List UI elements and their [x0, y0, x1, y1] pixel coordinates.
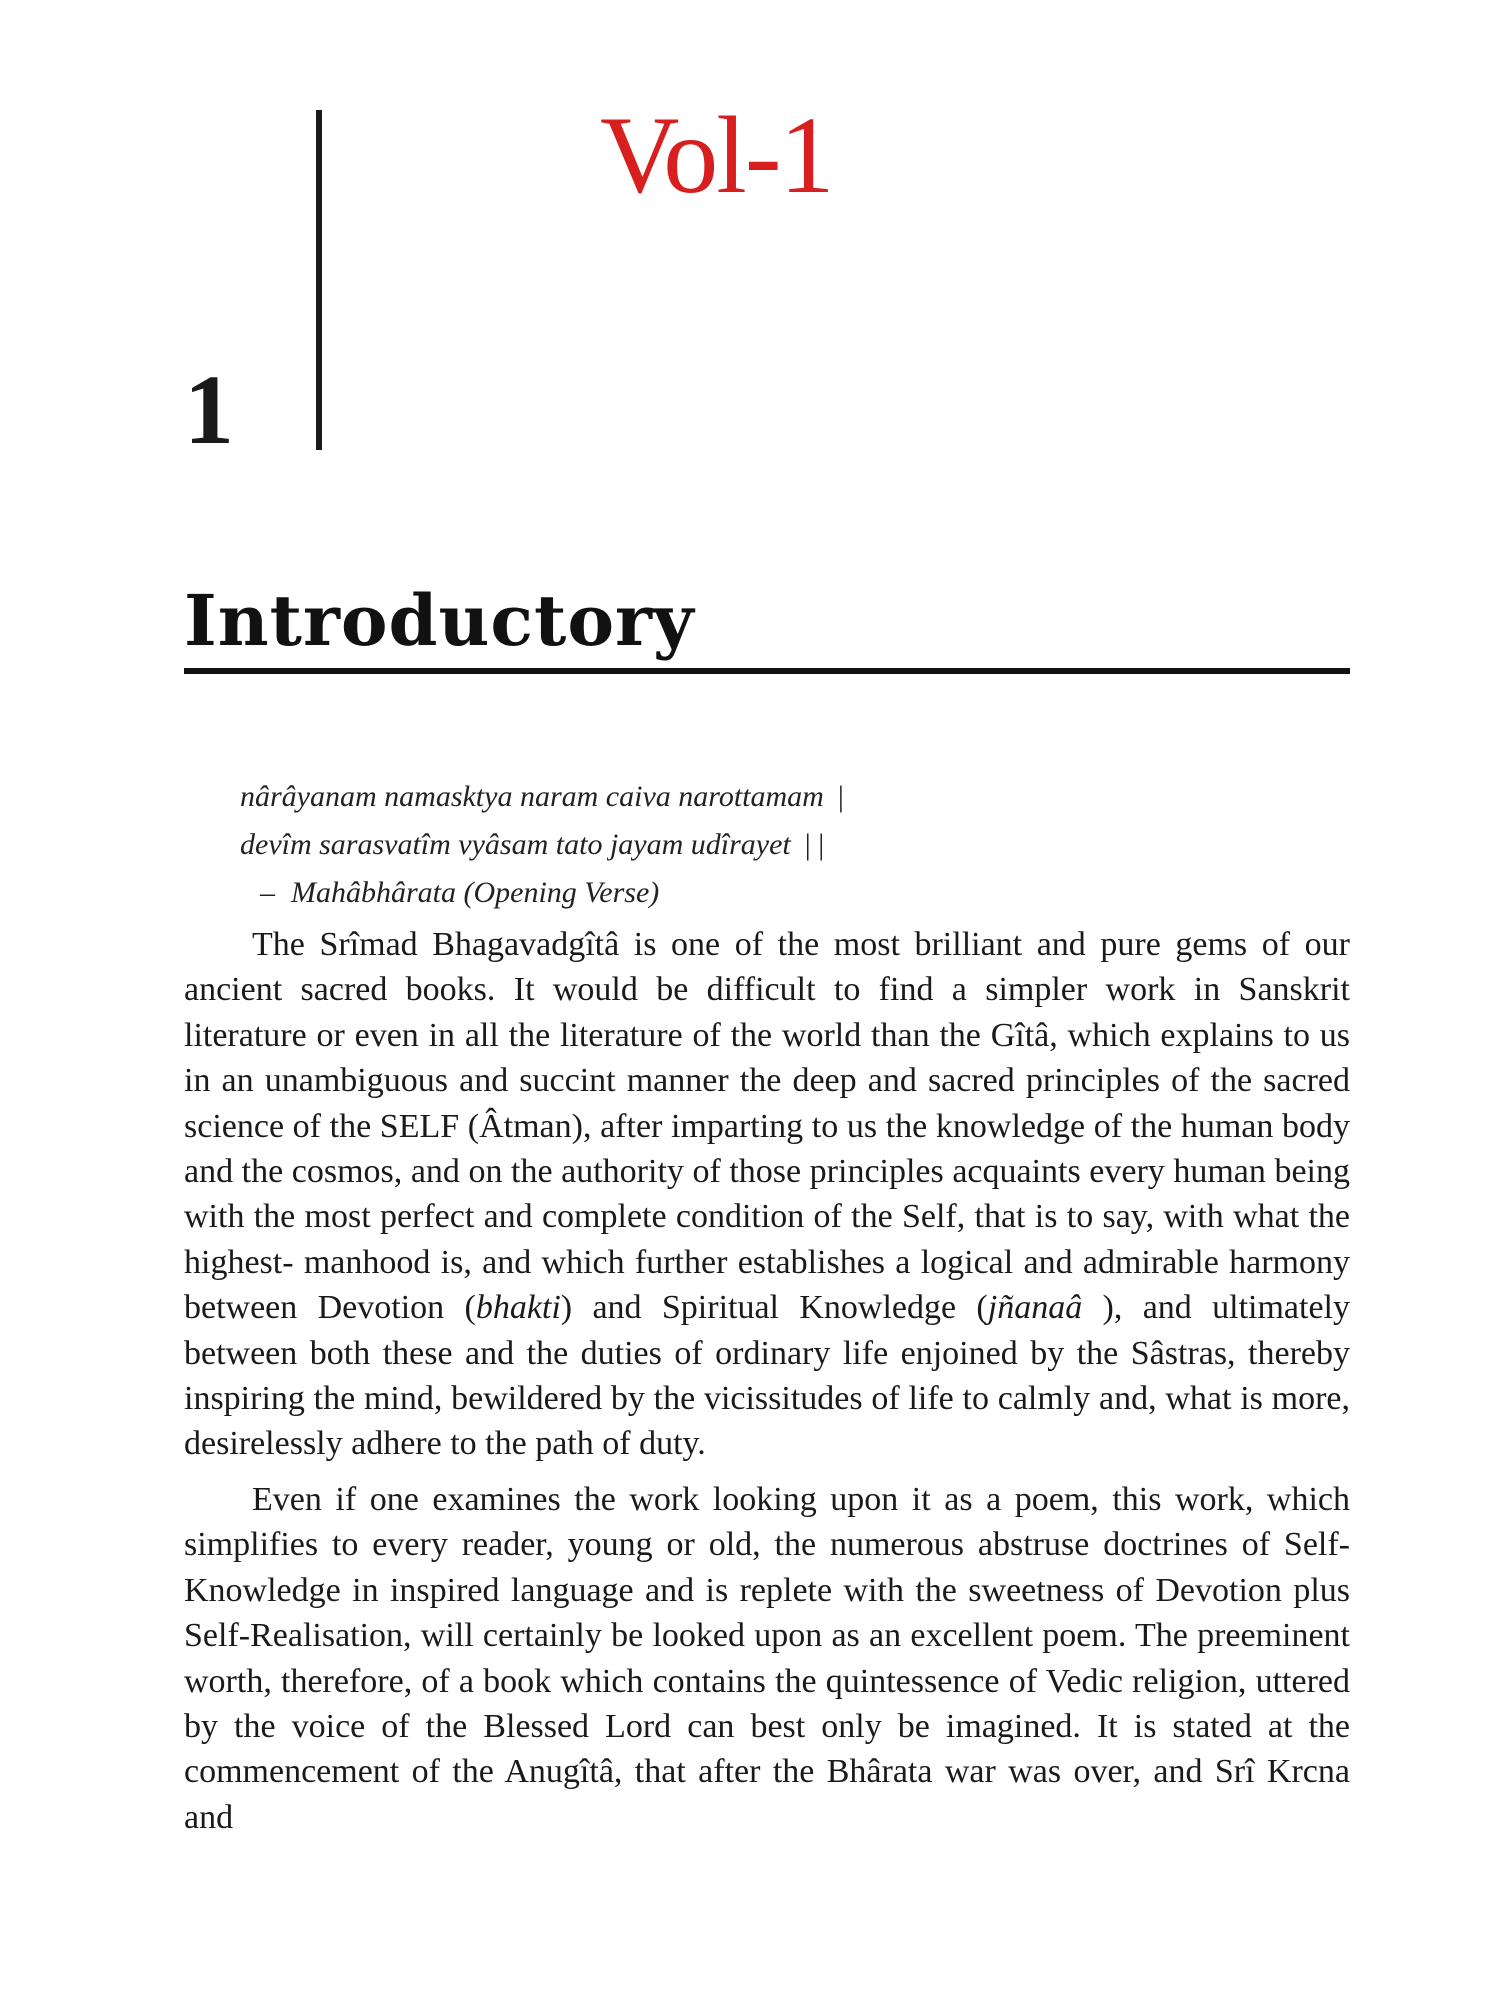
- paragraph-1: [184, 922, 1350, 1467]
- paragraph-1-part-b: ) and Spiritual Knowledge (: [560, 1289, 988, 1327]
- paragraph-1-part-a: The Srîmad Bhagavadgîtâ is one of the most brilliant and pure gems of our ancient sacred books. It would be difficult to find a simpler work in Sanskrit literature or even in all the literature of the world than the Gîtâ, which explains to us in an unambiguous and succint manner the deep and sacred principles of the sacred science of the SELF (Âtman), after imparting to us the knowledge of the human body and the cosmos, and on the authority of those principles acquaints every human being with the most perfect and complete condition of the Self, that is to say, with what the highest- manhood is, and which further establishes a logical and admirable harmony between Devotion (: [184, 926, 1350, 1327]
- body-text: [184, 922, 1350, 1840]
- verse-mark: |: [837, 780, 844, 813]
- epigraph-source: [240, 869, 1340, 917]
- epigraph-line-1: [240, 773, 1340, 821]
- epigraph-line-1-text: nârâyanam namasktya naram caiva narottamam: [240, 780, 824, 813]
- chapter-number: 1: [184, 354, 234, 465]
- paragraph-1-part-c: ), and ultimately between both these and the duties of ordinary life enjoined by the Sâstras, thereby inspiring the mind, bewildered by the vicissitudes of life to calmly and, what is more, desirelessly adhere to the path of duty.: [184, 1289, 1350, 1463]
- epigraph-source-text: Mahâbhârata (Opening Verse): [291, 876, 660, 909]
- term-jnana: jñanaâ: [987, 1289, 1083, 1327]
- epigraph-dash: –: [260, 876, 275, 909]
- epigraph-line-2-text: devîm sarasvatîm vyâsam tato jayam udîrayet: [240, 828, 791, 861]
- epigraph-line-2: [240, 821, 1340, 869]
- term-bhakti: bhakti: [475, 1289, 561, 1327]
- title-underline: [184, 668, 1350, 674]
- chapter-vertical-rule: [316, 110, 322, 450]
- chapter-title: Introductory: [184, 579, 695, 662]
- paragraph-2: Even if one examines the work looking upon it as a poem, this work, which simplifies to every reader, young or old, the numerous abstruse doctrines of Self-Knowledge in inspired language and is replete with the sweetness of Devotion plus Self-Realisation, will certainly be looked upon as an excellent poem. The preeminent worth, therefore, of a book which contains the quintessence of Vedic religion, uttered by the voice of the Blessed Lord can best only be imagined. It is stated at the commencement of the Anugîtâ, that after the Bhârata war was over, and Srî Krcna and: [184, 1480, 1350, 1836]
- verse-mark: | |: [804, 828, 825, 861]
- volume-label: Vol-1: [600, 94, 833, 216]
- epigraph: [240, 773, 1340, 917]
